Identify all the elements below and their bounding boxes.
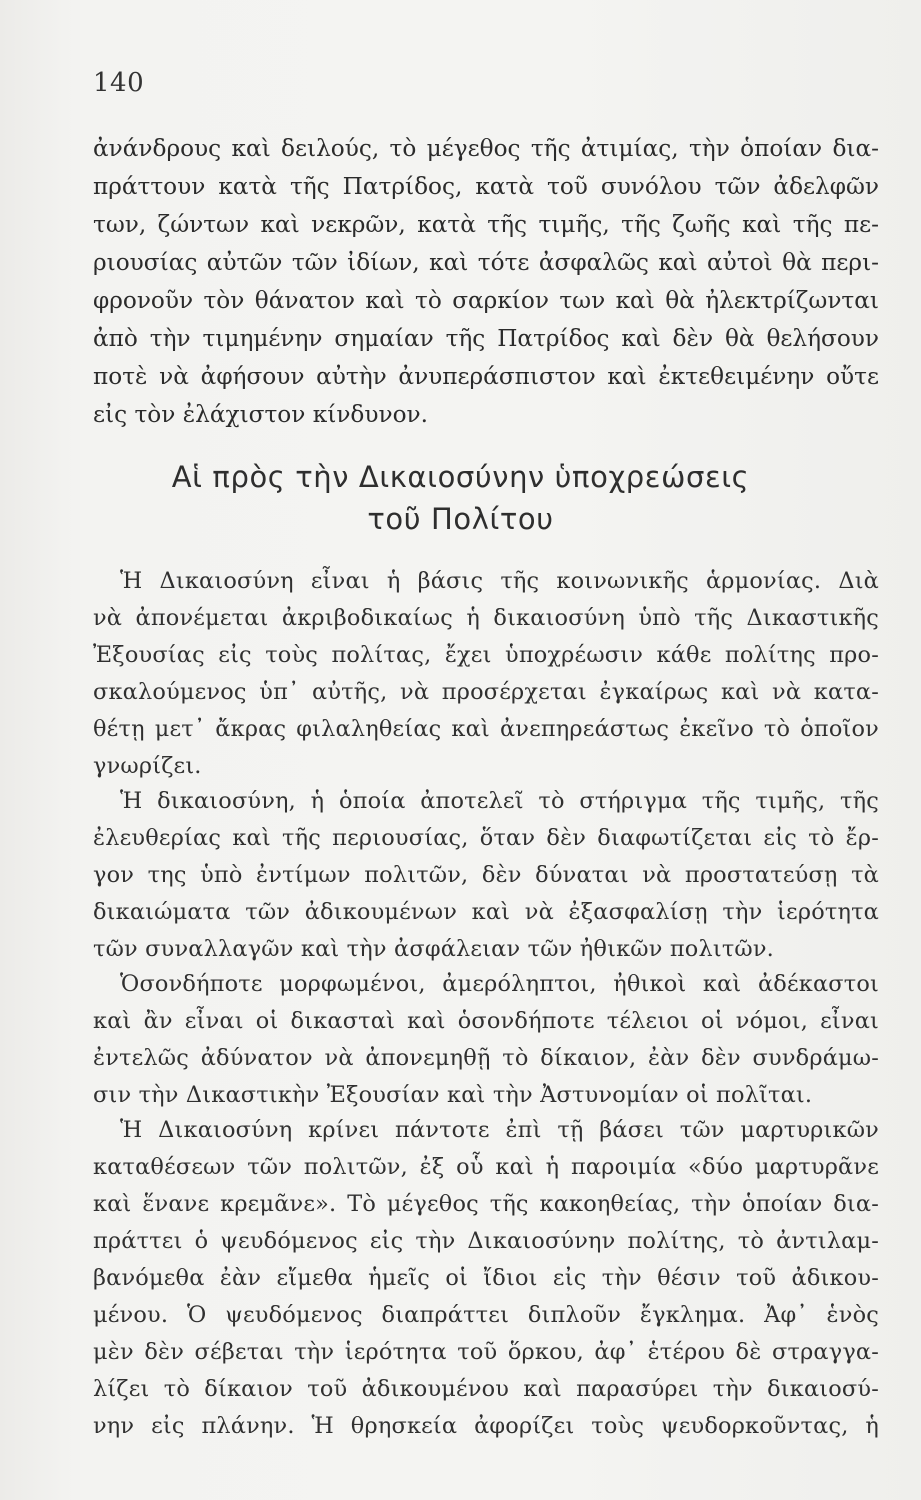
text-line: γον της ὑπὸ ἐντίμων πολιτῶν, δὲν δύναται νὰ προστατεύσῃ τὰ (93, 862, 879, 888)
text-line: λίζει τὸ δίκαιον τοῦ ἀδικουμένου καὶ παρασύρει τὴν δικαιοσύ- (93, 1376, 879, 1402)
text-line: δικαιώματα τῶν ἀδικουμένων καὶ νὰ ἐξασφαλίσῃ τὴν ἱερότητα (93, 899, 879, 925)
text-line: τῶν συναλλαγῶν καὶ τὴν ἀσφάλειαν τῶν ἠθικῶν πολιτῶν. (93, 936, 775, 962)
text-line: Ἡ δικαιοσύνη, ἡ ὁποία ἀποτελεῖ τὸ στήριγμα τῆς τιμῆς, τῆς (120, 788, 879, 814)
text-line: μὲν δὲν σέβεται τὴν ἱερότητα τοῦ ὅρκου, ἀφ᾽ ἑτέρου δὲ στραγγα- (93, 1339, 879, 1365)
text-line: φρονοῦν τὸν θάνατον καὶ τὸ σαρκίον των καὶ θὰ ἠλεκτρίζωνται (93, 287, 879, 314)
text-line: καταθέσεων τῶν πολιτῶν, ἐξ οὗ καὶ ἡ παροιμία «δύο μαρτυρᾶνε (93, 1154, 879, 1180)
text-line: Ἡ Δικαιοσύνη κρίνει πάντοτε ἐπὶ τῇ βάσει τῶν μαρτυρικῶν (120, 1117, 879, 1143)
text-line: γνωρίζει. (93, 753, 202, 779)
text-line: σιν τὴν Δικαστικὴν Ἐξουσίαν καὶ τὴν Ἀστυνομίαν οἱ πολῖται. (93, 1082, 813, 1108)
text-line: βανόμεθα ἐὰν εἴμεθα ἡμεῖς οἱ ἴδιοι εἰς τὴν θέσιν τοῦ ἀδικου- (93, 1265, 879, 1291)
text-line: θέτῃ μετ᾽ ἄκρας φιλαληθείας καὶ ἀνεπηρεάστως ἐκεῖνο τὸ ὁποῖον (93, 716, 879, 742)
text-line: πράττουν κατὰ τῆς Πατρίδος, κατὰ τοῦ συνόλου τῶν ἀδελφῶν (93, 173, 879, 200)
heading-line-1: Αἱ πρὸς τὴν Δικαιοσύνην ὑποχρεώσεις (171, 460, 750, 494)
page-number: 140 (93, 68, 145, 98)
text-line: νὰ ἀπονέμεται ἀκριβοδικαίως ἡ δικαιοσύνη ὑπὸ τῆς Δικαστικῆς (93, 605, 879, 631)
text-line: πράττει ὁ ψευδόμενος εἰς τὴν Δικαιοσύνην πολίτης, τὸ ἀντιλαμ- (93, 1228, 879, 1254)
text-line: ἀνάνδρους καὶ δειλούς, τὸ μέγεθος τῆς ἀτιμίας, τὴν ὁποίαν δια- (93, 135, 879, 162)
text-line: νην εἰς πλάνην. Ἡ θρησκεία ἀφορίζει τοὺς ψευδορκοῦντας, ἡ (93, 1413, 879, 1439)
text-line: ποτὲ νὰ ἀφήσουν αὐτὴν ἀνυπεράσπιστον καὶ ἐκτεθειμένην οὔτε (93, 363, 879, 390)
text-line: σκαλούμενος ὑπ᾽ αὐτῆς, νὰ προσέρχεται ἐγκαίρως καὶ νὰ κατα- (93, 679, 879, 705)
text-line: Ὁσονδήποτε μορφωμένοι, ἀμερόληπτοι, ἠθικοὶ καὶ ἀδέκαστοι (120, 971, 879, 997)
text-line: ριουσίας αὐτῶν τῶν ἰδίων, καὶ τότε ἀσφαλῶς καὶ αὐτοὶ θὰ περι- (93, 249, 879, 276)
text-line: ἐλευθερίας καὶ τῆς περιουσίας, ὅταν δὲν διαφωτίζεται εἰς τὸ ἔρ- (93, 825, 879, 851)
text-line: καὶ ἂν εἶναι οἱ δικασταὶ καὶ ὁσονδήποτε τέλειοι οἱ νόμοι, εἶναι (93, 1008, 879, 1034)
text-line: των, ζώντων καὶ νεκρῶν, κατὰ τῆς τιμῆς, τῆς ζωῆς καὶ τῆς πε- (93, 211, 879, 238)
text-line: ἐντελῶς ἀδύνατον νὰ ἀπονεμηθῇ τὸ δίκαιον, ἐὰν δὲν συνδράμω- (93, 1045, 879, 1071)
text-line: μένου. Ὁ ψευδόμενος διαπράττει διπλοῦν ἔγκλημα. Ἀφ᾽ ἑνὸς (93, 1302, 879, 1328)
text-line: εἰς τὸν ἐλάχιστον κίνδυνον. (93, 401, 428, 428)
text-line: Ἐξουσίας εἰς τοὺς πολίτας, ἔχει ὑποχρέωσιν κάθε πολίτης προ- (93, 642, 879, 668)
text-line: Ἡ Δικαιοσύνη εἶναι ἡ βάσις τῆς κοινωνικῆς ἁρμονίας. Διὰ (120, 568, 879, 594)
text-line: καὶ ἕνανε κρεμᾶνε». Τὸ μέγεθος τῆς κακοηθείας, τὴν ὁποίαν δια- (93, 1191, 879, 1217)
heading-line-2: τοῦ Πολίτου (367, 502, 554, 536)
text-line: ἀπὸ τὴν τιμημένην σημαίαν τῆς Πατρίδος καὶ δὲν θὰ θελήσουν (93, 325, 879, 352)
